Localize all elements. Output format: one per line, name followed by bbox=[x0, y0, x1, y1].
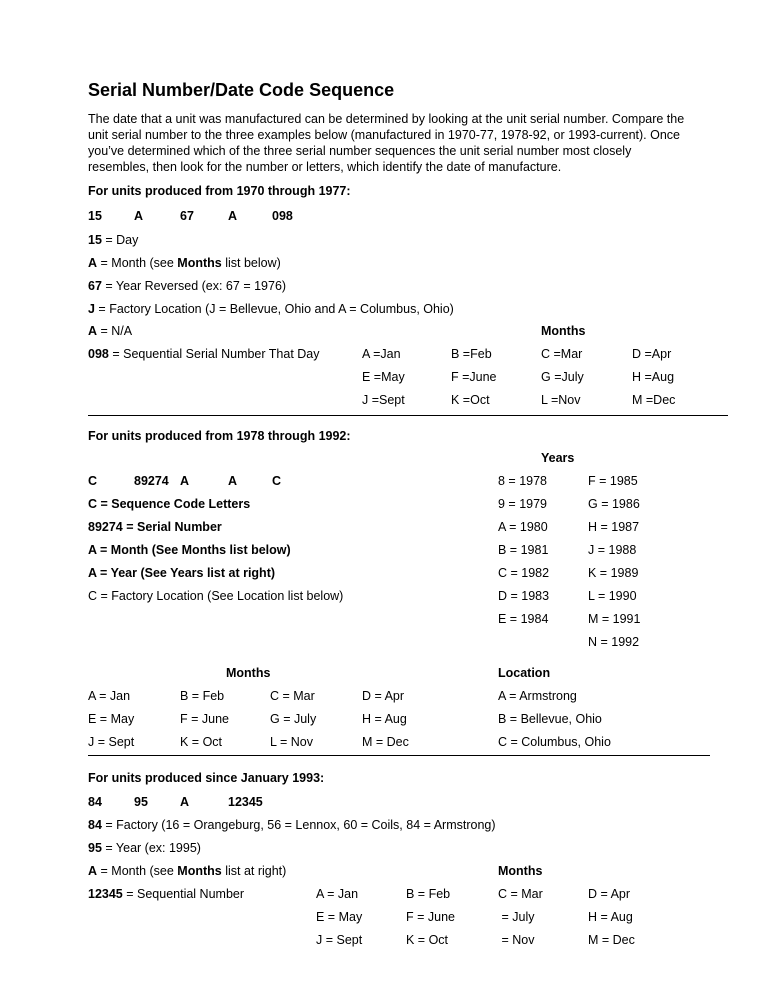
s2-month: J = Sept bbox=[88, 735, 135, 749]
s1-month: H =Aug bbox=[632, 370, 675, 384]
s2-year: L = 1990 bbox=[588, 589, 637, 603]
s1-def-month: A = Month (see Months list below) bbox=[88, 256, 281, 270]
s2-location: C = Columbus, Ohio bbox=[498, 735, 611, 749]
s2-year: M = 1991 bbox=[588, 612, 641, 626]
s3-month: = Nov bbox=[498, 933, 535, 947]
s2-def: C = Sequence Code Letters bbox=[88, 497, 251, 511]
s3-heading: For units produced since January 1993: bbox=[88, 771, 325, 785]
s1-month: J =Sept bbox=[362, 393, 405, 407]
s3-code-4: 12345 bbox=[228, 795, 263, 809]
s2-location: B = Bellevue, Ohio bbox=[498, 712, 602, 726]
s2-month: L = Nov bbox=[270, 735, 313, 749]
s2-code-4: A bbox=[228, 474, 238, 488]
s2-def: A = Month (See Months list below) bbox=[88, 543, 291, 557]
s2-code-2: 89274 bbox=[134, 474, 169, 488]
s2-month: C = Mar bbox=[270, 689, 315, 703]
s2-location-title: Location bbox=[498, 666, 551, 680]
s3-code-2: 95 bbox=[134, 795, 148, 809]
s2-months-title: Months bbox=[226, 666, 271, 680]
s1-month: E =May bbox=[362, 370, 405, 384]
s2-year: N = 1992 bbox=[588, 635, 640, 649]
s2-location: A = Armstrong bbox=[498, 689, 577, 703]
s2-year: J = 1988 bbox=[588, 543, 637, 557]
divider-2 bbox=[88, 755, 710, 756]
s1-month: G =July bbox=[541, 370, 584, 384]
s1-months-title: Months bbox=[541, 324, 586, 338]
s1-month: A =Jan bbox=[362, 347, 401, 361]
page-title: Serial Number/Date Code Sequence bbox=[88, 80, 395, 100]
s1-month: M =Dec bbox=[632, 393, 676, 407]
s1-def-na: A = N/A bbox=[88, 324, 133, 338]
s2-def: 89274 = Serial Number bbox=[88, 520, 222, 534]
s2-def: A = Year (See Years list at right) bbox=[88, 566, 276, 580]
s3-months-title: Months bbox=[498, 864, 543, 878]
s2-month: M = Dec bbox=[362, 735, 409, 749]
s2-month: K = Oct bbox=[180, 735, 223, 749]
divider-1 bbox=[88, 415, 728, 416]
s3-month: K = Oct bbox=[406, 933, 449, 947]
s2-year: E = 1984 bbox=[498, 612, 549, 626]
s1-code-1: 15 bbox=[88, 209, 102, 223]
s2-month: F = June bbox=[180, 712, 229, 726]
s3-month: E = May bbox=[316, 910, 363, 924]
s3-month: B = Feb bbox=[406, 887, 451, 901]
s1-def-seq: 098 = Sequential Serial Number That Day bbox=[88, 347, 320, 361]
s2-year: G = 1986 bbox=[588, 497, 640, 511]
s1-month: B =Feb bbox=[451, 347, 492, 361]
s1-code-4: A bbox=[228, 209, 238, 223]
s2-year: A = 1980 bbox=[498, 520, 548, 534]
intro-paragraph: The date that a unit was manufactured can be determined by looking at the unit serial number. Compare the unit serial number to the three examples below (manufactured in 1970-77, 1978-92, or 1993-current). Once you’ve determined which of the three serial number sequences the unit serial number most closely resembles, then look for the number or letters, which identify the date of manufacture. bbox=[88, 112, 685, 174]
s3-month: A = Jan bbox=[316, 887, 359, 901]
s3-def-seq: 12345 = Sequential Number bbox=[88, 887, 245, 901]
s1-month: D =Apr bbox=[632, 347, 672, 361]
s3-month: F = June bbox=[406, 910, 455, 924]
s2-code-3: A bbox=[180, 474, 190, 488]
s3-month: J = Sept bbox=[316, 933, 363, 947]
s2-def: C = Factory Location (See Location list below) bbox=[88, 589, 344, 603]
s2-month: G = July bbox=[270, 712, 317, 726]
s1-code-5: 098 bbox=[272, 209, 293, 223]
s1-code-2: A bbox=[134, 209, 144, 223]
s2-year: K = 1989 bbox=[588, 566, 639, 580]
s1-def-factory: J = Factory Location (J = Bellevue, Ohio and A = Columbus, Ohio) bbox=[88, 302, 454, 316]
s3-code-1: 84 bbox=[88, 795, 102, 809]
s2-year: 9 = 1979 bbox=[498, 497, 548, 511]
s1-heading: For units produced from 1970 through 1977: bbox=[88, 184, 351, 198]
s2-heading: For units produced from 1978 through 1992: bbox=[88, 429, 351, 443]
s2-years-title: Years bbox=[541, 451, 575, 465]
s2-code-1: C bbox=[88, 474, 98, 488]
s3-def-factory: 84 = Factory (16 = Orangeburg, 56 = Lennox, 60 = Coils, 84 = Armstrong) bbox=[88, 818, 496, 832]
s2-month: A = Jan bbox=[88, 689, 131, 703]
s2-year: B = 1981 bbox=[498, 543, 549, 557]
s1-code-3: 67 bbox=[180, 209, 194, 223]
s2-year: C = 1982 bbox=[498, 566, 550, 580]
s2-month: B = Feb bbox=[180, 689, 225, 703]
s1-def-day: 15 = Day bbox=[88, 233, 139, 247]
s3-month: H = Aug bbox=[588, 910, 633, 924]
s1-month: C =Mar bbox=[541, 347, 583, 361]
s2-year: F = 1985 bbox=[588, 474, 638, 488]
s2-month: E = May bbox=[88, 712, 135, 726]
s1-month: F =June bbox=[451, 370, 497, 384]
s2-year: H = 1987 bbox=[588, 520, 640, 534]
s2-month: D = Apr bbox=[362, 689, 405, 703]
s3-def-year: 95 = Year (ex: 1995) bbox=[88, 841, 201, 855]
s2-month: H = Aug bbox=[362, 712, 407, 726]
s1-month: K =Oct bbox=[451, 393, 490, 407]
s2-year: 8 = 1978 bbox=[498, 474, 548, 488]
s1-month: L =Nov bbox=[541, 393, 581, 407]
s2-code-5: C bbox=[272, 474, 282, 488]
s2-year: D = 1983 bbox=[498, 589, 550, 603]
s3-def-month: A = Month (see Months list at right) bbox=[88, 864, 287, 878]
s3-code-3: A bbox=[180, 795, 190, 809]
s1-def-year: 67 = Year Reversed (ex: 67 = 1976) bbox=[88, 279, 287, 293]
s3-month: = July bbox=[498, 910, 535, 924]
s3-month: D = Apr bbox=[588, 887, 631, 901]
s3-month: C = Mar bbox=[498, 887, 543, 901]
s3-month: M = Dec bbox=[588, 933, 635, 947]
